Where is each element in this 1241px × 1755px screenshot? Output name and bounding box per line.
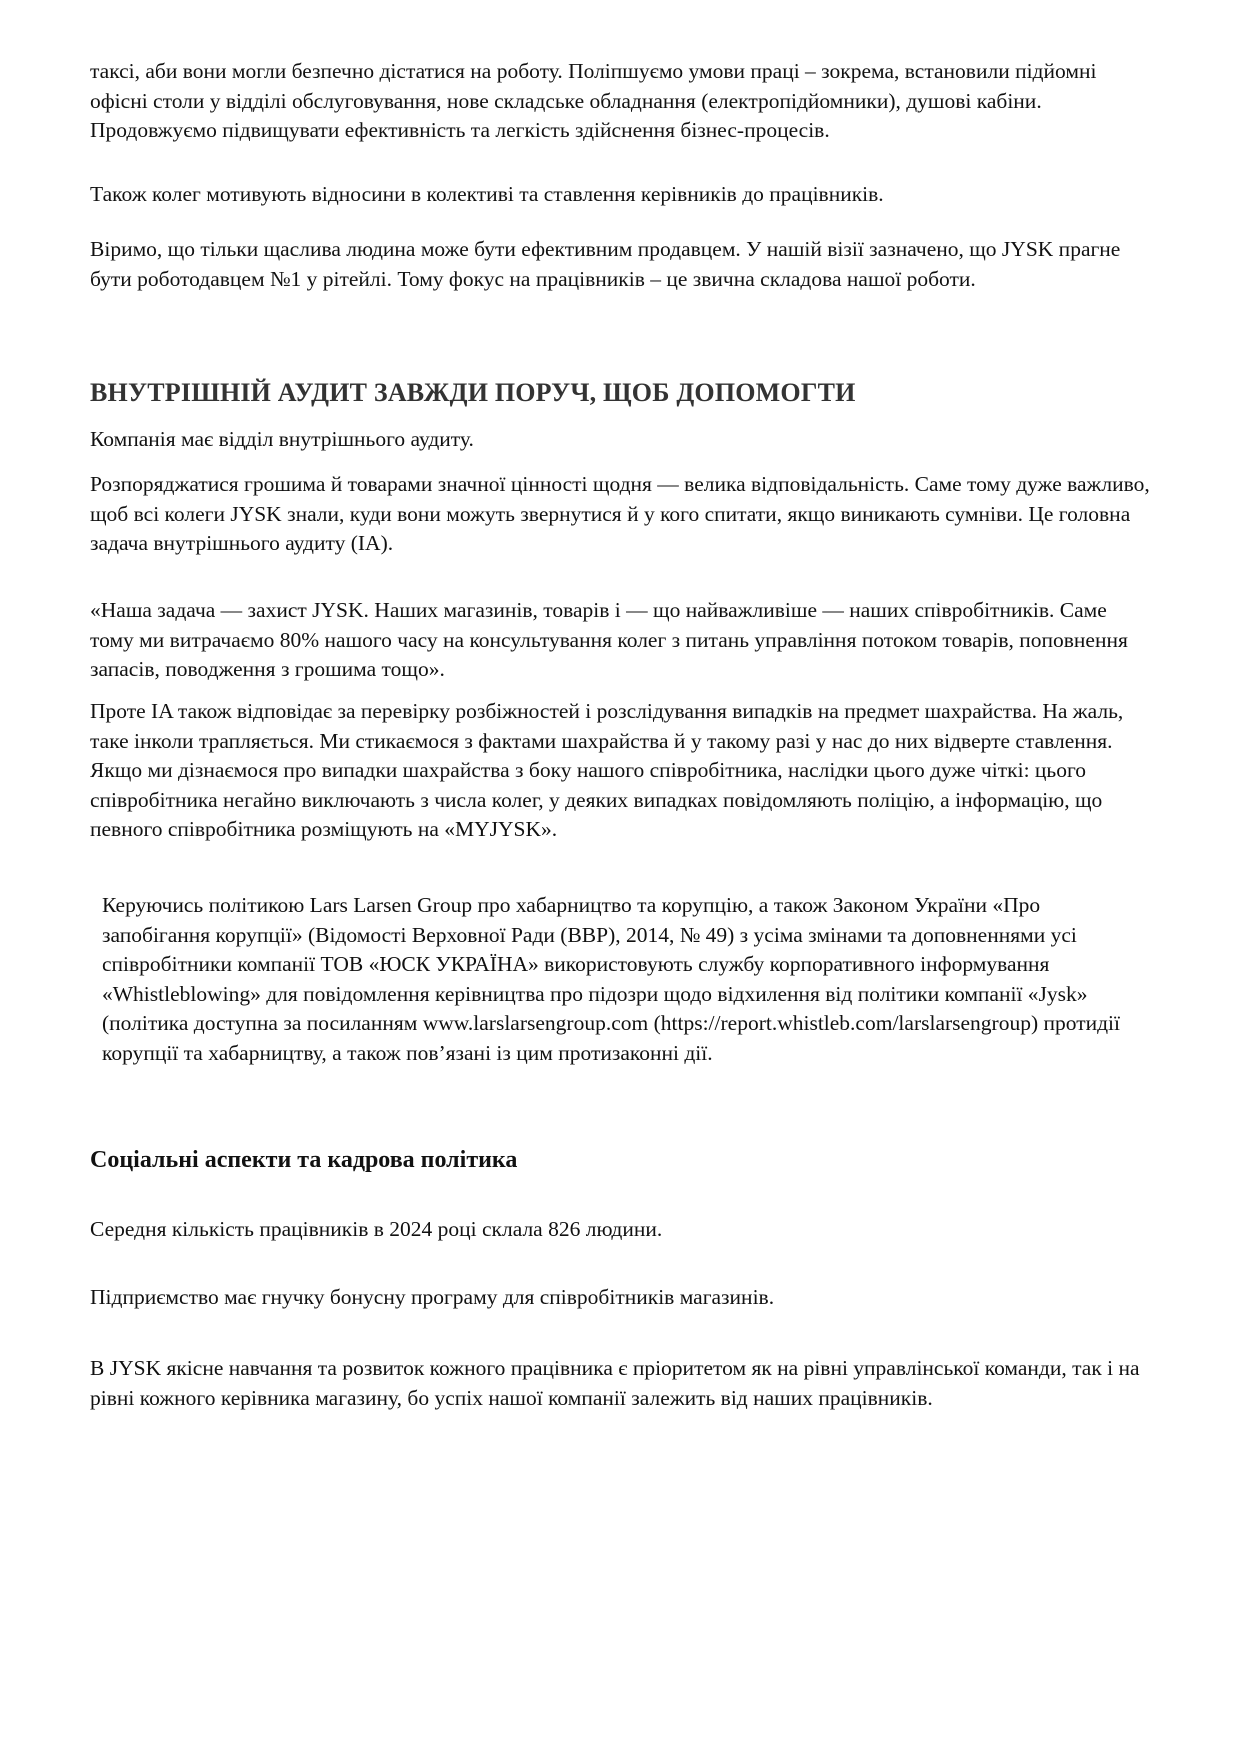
paragraph-vision: Віримо, що тільки щаслива людина може бути ефективним продавцем. У нашій візії зазначено, що JYSK прагне бути роботодавцем №1 у рітейлі. Тому фокус на працівників – це звична складова нашої роботи.	[90, 237, 1121, 291]
paragraph-fraud: Проте IA також відповідає за перевірку розбіжностей і розслідування випадків на предмет шахрайства. На жаль, таке інколи трапляється. Ми стикаємося з фактами шахрайства й у такому разі у нас до них відверте ставлення. Якщо ми дізнаємося про випадки шахрайства з боку нашого співробітника, наслідки цього дуже чіткі: цього співробітника негайно виключають з числа колег, у деяких випадках повідомляють поліцію, а інформацію, що певного співробітника розміщують на «MYJYSK».	[90, 699, 1124, 841]
heading-social-aspects: Соціальні аспекти та кадрова політика	[90, 1147, 518, 1173]
paragraph-motivation: Також колег мотивують відносини в колективі та ставлення керівників до працівників.	[90, 182, 884, 206]
paragraph-quote: «Наша задача — захист JYSK. Наших магазинів, товарів і — що найважливіше — наших співробітників. Саме тому ми витрачаємо 80% нашого часу на консультування колег з питань управління потоком товарів, поповнення запасів, поводження з грошима тощо».	[90, 598, 1128, 681]
paragraph-training: В JYSK якісне навчання та розвиток кожного працівника є пріоритетом як на рівні управлінської команди, так і на рівні кожного керівника магазину, бо успіх нашої компанії залежить від наших працівників.	[90, 1356, 1140, 1410]
paragraph-bonus-program: Підприємство має гнучку бонусну програму для співробітників магазинів.	[90, 1285, 775, 1309]
paragraph-working-conditions: таксі, аби вони могли безпечно дістатися на роботу. Поліпшуємо умови праці – зокрема, встановили підйомні офісні столи у відділі обслуговування, нове складське обладнання (електропідйомники), душові кабіни. Продовжуємо підвищувати ефективність та легкість здійснення бізнес-процесів.	[90, 59, 1097, 142]
paragraph-whistleblowing: Керуючись політикою Lars Larsen Group про хабарництво та корупцію, а також Законом України «Про запобігання корупції» (Відомості Верховної Ради (ВВР), 2014, № 49) з усіма змінами та доповненнями усі співробітники компанії ТОВ «ЮСК УКРАЇНА» використовують службу корпоративного інформування «Whistleblowing» для повідомлення керівництва про підозри щодо відхилення від політики компанії «Jysk» (політика доступна за посиланням www.larslarsengroup.com (https://report.whistleb.com/larslarsengroup) протидії корупції та хабарництву, а також пов’язані із цим протизаконні дії.	[102, 893, 1121, 1065]
heading-internal-audit: ВНУТРІШНІЙ АУДИТ ЗАВЖДИ ПОРУЧ, ЩОБ ДОПОМОГТИ	[90, 378, 856, 407]
paragraph-employee-count: Середня кількість працівників в 2024 році склала 826 людини.	[90, 1217, 663, 1241]
paragraph-audit-department: Компанія має відділ внутрішнього аудиту.	[90, 427, 474, 451]
paragraph-responsibility: Розпоряджатися грошима й товарами значної цінності щодня — велика відповідальність. Саме тому дуже важливо, щоб всі колеги JYSK знали, куди вони можуть звернутися й у кого спитати, якщо виникають сумніви. Це головна задача внутрішнього аудиту (IA).	[90, 472, 1150, 555]
